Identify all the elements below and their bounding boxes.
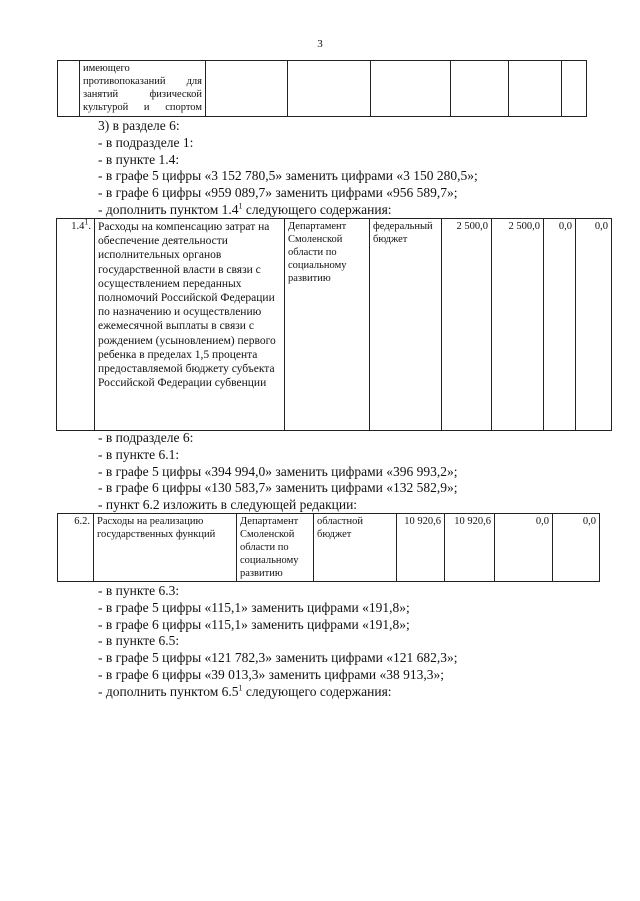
table-cell: имеющего противопоказаний для занятий физической культурой и спортом <box>80 61 206 117</box>
item-value: 10 920,6 <box>445 514 495 582</box>
text-fragment: следующего содержания: <box>242 683 392 699</box>
item-value: 2 500,0 <box>442 219 492 431</box>
amendment-block-2 <box>98 430 457 514</box>
text-fragment: - дополнить пунктом 1.4 <box>98 201 239 217</box>
text-line: 3) в разделе 6: <box>98 118 180 133</box>
item-value: 0,0 <box>553 514 600 582</box>
text-line: - в графе 6 цифры «39 013,3» заменить цифрами «38 913,3»; <box>98 666 444 682</box>
text-line: - в графе 5 цифры «3 152 780,5» заменить цифрами «3 150 280,5»; <box>98 168 478 184</box>
item-executor: Департамент Смоленской области по социальному развитию <box>237 514 314 582</box>
item-value: 10 920,6 <box>397 514 445 582</box>
text-line: - в пункте 6.5: <box>98 633 180 649</box>
text-line: - в подразделе 1: <box>98 134 194 150</box>
text-line: - в подразделе 6: <box>98 430 194 445</box>
item-table-6-2 <box>57 513 600 582</box>
item-name: Расходы на реализацию государственных функций <box>94 514 237 582</box>
text-line: - в графе 6 цифры «115,1» заменить цифрами «191,8»; <box>98 616 410 632</box>
table-cell <box>206 61 288 117</box>
amendment-block-3 <box>98 583 457 701</box>
text-line: - в пункте 6.1: <box>98 446 180 462</box>
table-cell <box>58 61 80 117</box>
item-value: 0,0 <box>495 514 553 582</box>
item-number: $1.4^1$. <box>57 219 95 431</box>
table-row <box>58 514 600 582</box>
item-funding-source: федеральный бюджет <box>370 219 442 431</box>
text-line: - в пункте 1.4: <box>98 151 180 167</box>
table-cell <box>562 61 587 117</box>
table-row <box>58 61 587 117</box>
item-name: Расходы на компенсацию затрат на обеспечение деятельности исполнительных органов государственной власти в связи с осуществлением переданных полномочий Российской Федерации по назначению и осуществлению ежемесячной выплаты в связи с рождением (усыновлением) первого ребенка в пределах 1,5 процента предоставляемой бюджету субъекта Российской Федерации субвенции <box>95 219 285 431</box>
item-value: 2 500,0 <box>492 219 544 431</box>
text-line: - в пункте 6.3: <box>98 583 180 598</box>
text-line: - в графе 5 цифры «394 994,0» заменить цифрами «396 993,2»; <box>98 463 458 479</box>
top-table <box>57 60 587 117</box>
superscript: 1 <box>238 201 243 211</box>
text-line <box>98 202 478 219</box>
table-cell <box>288 61 371 117</box>
table-row <box>57 219 612 431</box>
item-executor: Департамент Смоленской области по социальному развитию <box>285 219 370 431</box>
text-line: - пункт 6.2 изложить в следующей редакции: <box>98 497 358 513</box>
text-fragment: следующего содержания: <box>242 201 392 217</box>
item-value: 0,0 <box>576 219 612 431</box>
table-cell <box>509 61 562 117</box>
table-cell <box>371 61 451 117</box>
text-line: - в графе 6 цифры «130 583,7» заменить цифрами «132 582,9»; <box>98 480 458 496</box>
text-fragment: - дополнить пунктом 6.5 <box>98 683 239 699</box>
text-line: - в графе 5 цифры «121 782,3» заменить цифрами «121 682,3»; <box>98 650 458 666</box>
text-line: - в графе 6 цифры «959 089,7» заменить цифрами «956 589,7»; <box>98 185 458 201</box>
text-line <box>98 684 457 701</box>
text-line: - в графе 5 цифры «115,1» заменить цифрами «191,8»; <box>98 599 410 615</box>
page-number: 3 <box>317 38 323 50</box>
item-funding-source: областной бюджет <box>314 514 397 582</box>
table-cell <box>451 61 509 117</box>
superscript: 1 <box>238 683 243 693</box>
item-value: 0,0 <box>544 219 576 431</box>
item-number: 6.2. <box>58 514 94 582</box>
amendment-block-1 <box>98 118 478 219</box>
item-table-1-4-1 <box>56 218 612 431</box>
